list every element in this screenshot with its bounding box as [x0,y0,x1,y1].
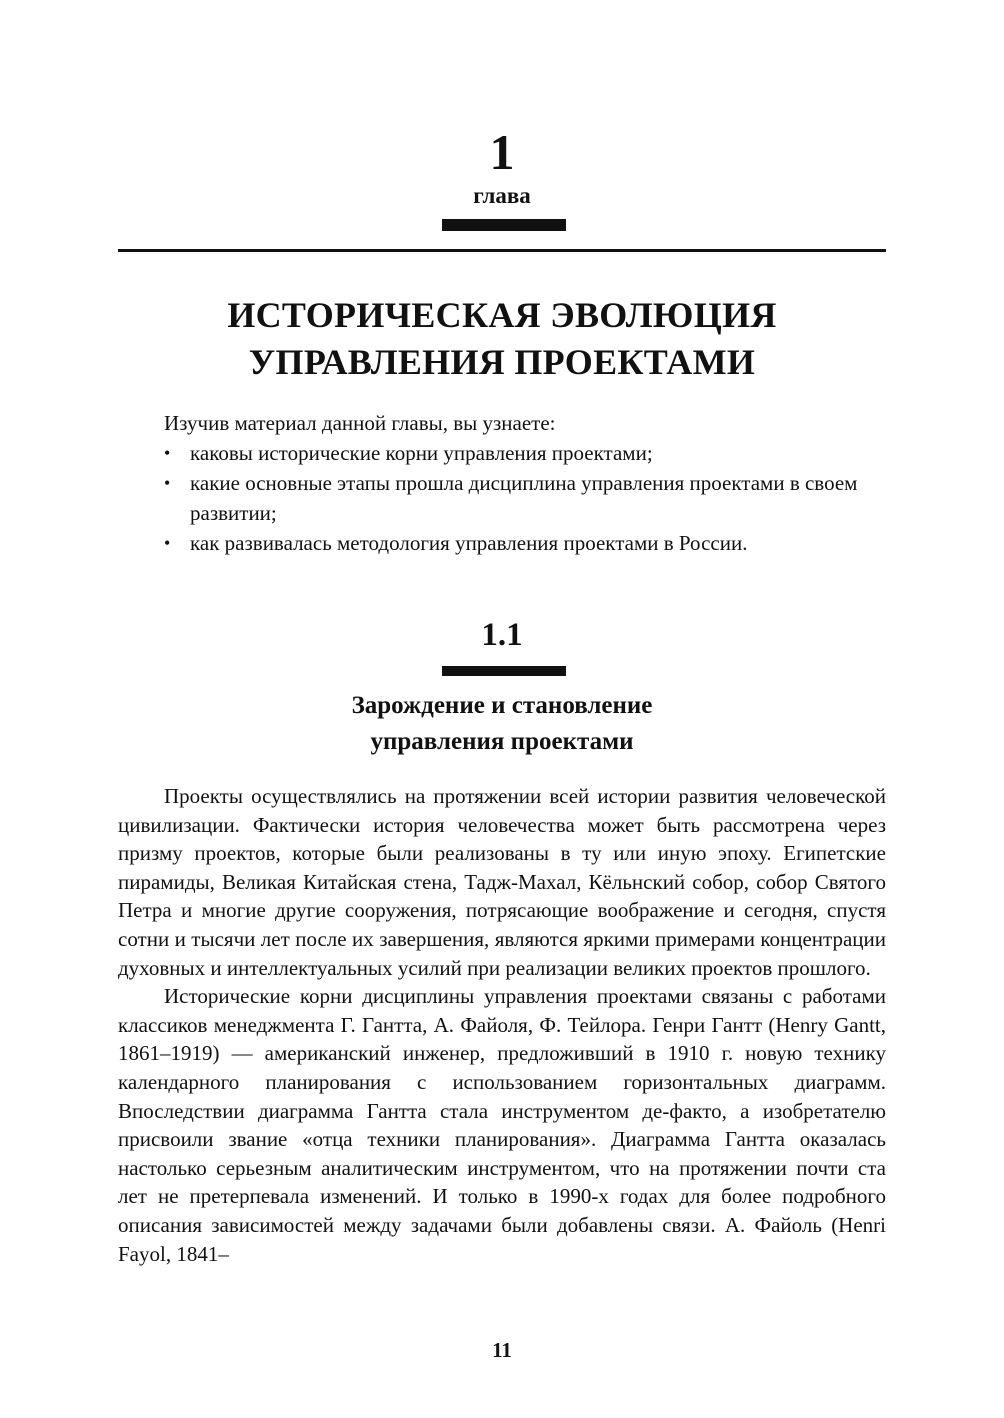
bullet-icon: • [164,473,171,493]
horizontal-rule [118,249,886,252]
section-bar [442,666,566,676]
objectives-list [164,438,864,558]
paragraph: Исторические корни дисциплины управления проектами связаны с работами классиков менеджмента Г. Гантта, А. Файоля, Ф. Тейлора. Генри Гантт (Henry Gantt, 1861–1919) — американский инженер, предложивший в 1910 г. новую технику календарного планирования с использованием горизонтальных диаграмм. Впоследствии диаграмма Гантта стала инструментом де-факто, а изобретателю присвоили звание «отца техники планирования». Диаграмма Гантта оказалась настолько серьезным аналитическим инструментом, что на протяжении почти ста лет не претерпевала изменений. И только в 1990-х годах для более подробного описания зависимостей между задачами были добавлены связи. А. Файоль (Henri Fayol, 1841– [118,984,886,1266]
chapter-title [100,292,904,386]
chapter-objectives [164,408,864,558]
objective-item [164,438,864,468]
objectives-lead: Изучив материал данной главы, вы узнаете: [164,411,556,435]
objective-item [164,528,864,558]
objective-text: какие основные этапы прошла дисциплина управления проектами в своем развитии; [190,471,858,525]
chapter-label: глава [473,183,531,208]
paragraph: Проекты осуществлялись на протяжении всей истории развития человеческой цивилизации. Фактически история человечества может быть рассмотрена через призму проектов, которые были реализованы в ту или иную эпоху. Египетские пирамиды, Великая Китайская стена, Тадж-Махал, Кёльнский собор, собор Святого Петра и многие другие сооружения, потрясающие воображение и сегодня, спустя сотни и тысячи лет после их завершения, являются яркими примерами концентрации духовных и интеллектуальных усилий при реализации великих проектов прошлого. [118,784,886,980]
chapter-bar [442,219,566,231]
objective-text: каковы исторические корни управления проектами; [190,441,653,465]
chapter-number: 1 [489,124,515,180]
chapter-title-line-1: ИСТОРИЧЕСКАЯ ЭВОЛЮЦИЯ [227,295,777,335]
bullet-icon: • [164,533,171,553]
section-title-line-2: управления проектами [370,728,634,755]
objective-text: как развивалась методология управления проектами в России. [190,531,748,555]
chapter-title-line-2: УПРАВЛЕНИЯ ПРОЕКТАМИ [248,342,756,382]
page-number: 11 [492,1338,512,1362]
section-number: 1.1 [481,617,523,653]
body-text [118,782,886,1268]
objective-item [164,468,864,528]
section-title [100,688,904,760]
section-title-line-1: Зарождение и становление [351,692,653,719]
bullet-icon: • [164,443,171,463]
